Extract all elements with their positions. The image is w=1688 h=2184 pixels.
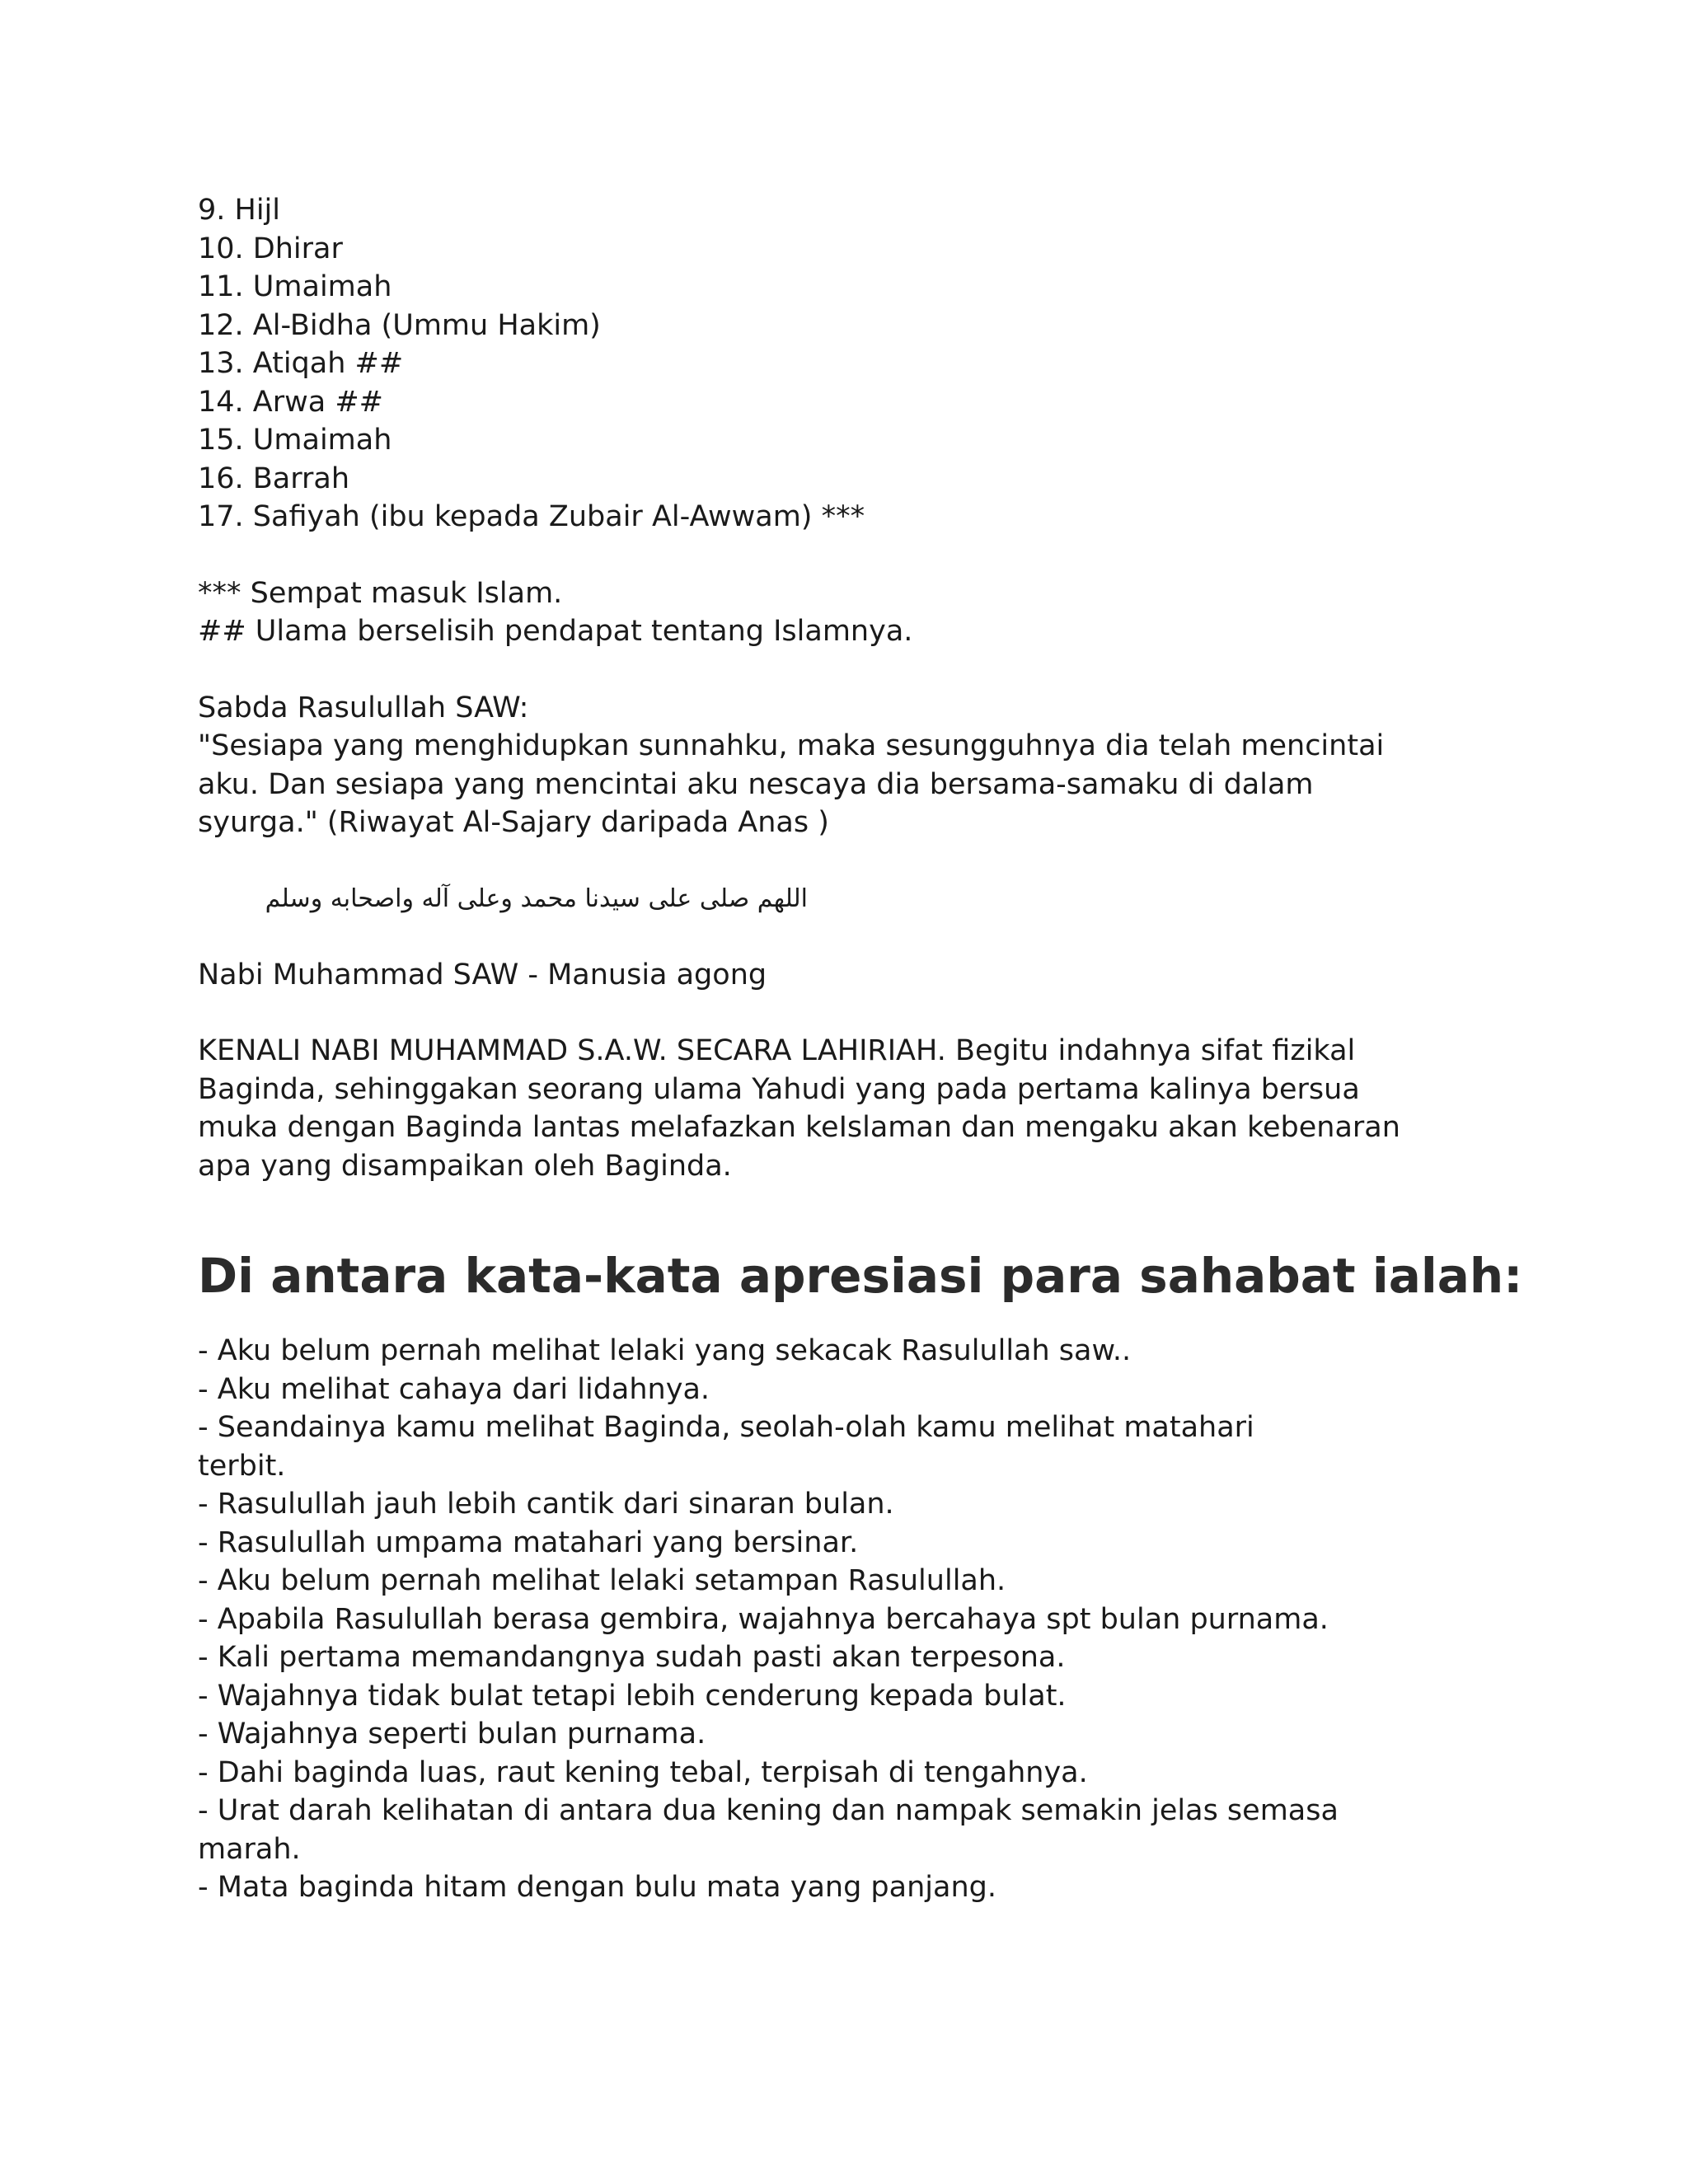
quotes-list (198, 1332, 1418, 1907)
hadith-block (198, 689, 1418, 842)
quote-line: marah. (198, 1832, 301, 1866)
list-item: 13. Atiqah ## (198, 347, 404, 380)
hadith-intro: Sabda Rasulullah SAW: (198, 691, 529, 724)
intro-paragraph (198, 1032, 1418, 1185)
list-item: 9. Hijl (198, 194, 281, 227)
quote-line: - Kali pertama memandangnya sudah pasti akan terpesona. (198, 1641, 1066, 1674)
footnote: *** Sempat masuk Islam. (198, 576, 563, 610)
hadith-line: syurga." (Riwayat Al-Sajary daripada Anas ) (198, 806, 829, 839)
list-item: 10. Dhirar (198, 232, 343, 265)
paragraph-line: Baginda, sehinggakan seorang ulama Yahudi yang pada pertama kalinya bersua (198, 1072, 1360, 1106)
quote-line: - Apabila Rasulullah berasa gembira, wajahnya bercahaya spt bulan purnama. (198, 1602, 1329, 1636)
section-heading: Di antara kata-kata apresiasi para sahabat ialah: (198, 1248, 1523, 1304)
quote-line: - Aku melihat cahaya dari lidahnya. (198, 1372, 710, 1406)
list-item: 14. Arwa ## (198, 385, 383, 419)
paragraph-line: KENALI NABI MUHAMMAD S.A.W. SECARA LAHIRIAH. Begitu indahnya sifat fizikal (198, 1034, 1356, 1067)
quote-line: terbit. (198, 1449, 286, 1483)
quote-line: - Rasulullah umpama matahari yang bersinar. (198, 1526, 859, 1559)
name-list (198, 191, 1418, 537)
quote-line: - Seandainya kamu melihat Baginda, seolah-olah kamu melihat matahari (198, 1411, 1254, 1444)
footnote: ## Ulama berselisih pendapat tentang Islamnya. (198, 615, 913, 648)
quote-line: - Urat darah kelihatan di antara dua kening dan nampak semakin jelas semasa (198, 1794, 1339, 1827)
section-subtitle: Nabi Muhammad SAW - Manusia agong (198, 958, 767, 991)
footnotes (198, 574, 1418, 651)
arabic-salawat: اللهم صلى على سيدنا محمد وعلى آله واصحابه وسلم (265, 883, 808, 913)
quote-line: - Rasulullah jauh lebih cantik dari sinaran bulan. (198, 1488, 894, 1521)
quote-line: - Wajahnya seperti bulan purnama. (198, 1718, 706, 1750)
quote-line: - Mata baginda hitam dengan bulu mata yang panjang. (198, 1871, 996, 1904)
quote-line: - Aku belum pernah melihat lelaki setampan Rasulullah. (198, 1564, 1006, 1597)
paragraph-line: muka dengan Baginda lantas melafazkan keIslaman dan mengaku akan kebenaran (198, 1111, 1400, 1144)
list-item: 11. Umaimah (198, 270, 392, 303)
list-item: 16. Barrah (198, 462, 350, 495)
document-page (198, 191, 1523, 1907)
quote-line: - Aku belum pernah melihat lelaki yang sekacak Rasulullah saw.. (198, 1334, 1132, 1367)
list-item: 12. Al-Bidha (Ummu Hakim) (198, 308, 601, 342)
list-item: 17. Safiyah (ibu kepada Zubair Al-Awwam) *** (198, 500, 865, 533)
hadith-line: aku. Dan sesiapa yang mencintai aku nescaya dia bersama-samaku di dalam (198, 767, 1314, 801)
list-item: 15. Umaimah (198, 424, 392, 457)
quote-line: - Wajahnya tidak bulat tetapi lebih cenderung kepada bulat. (198, 1679, 1067, 1713)
quote-line: - Dahi baginda luas, raut kening tebal, terpisah di tengahnya. (198, 1755, 1088, 1789)
hadith-line: "Sesiapa yang menghidupkan sunnahku, maka sesungguhnya dia telah mencintai (198, 729, 1385, 762)
paragraph-line: apa yang disampaikan oleh Baginda. (198, 1149, 732, 1183)
